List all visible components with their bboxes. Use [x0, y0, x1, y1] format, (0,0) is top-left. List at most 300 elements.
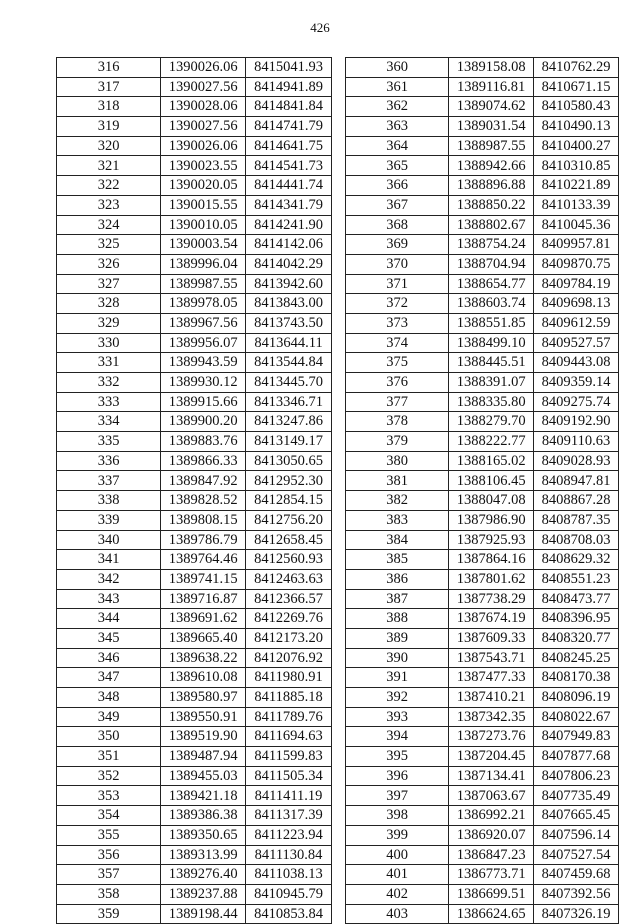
y-coordinate-cell: 8407527.54	[534, 845, 619, 865]
table-row	[346, 510, 619, 530]
x-coordinate-cell: 1388603.74	[449, 294, 534, 314]
y-coordinate-cell: 8410221.89	[534, 176, 619, 196]
x-coordinate-cell: 1389665.40	[161, 628, 246, 648]
point-number-cell: 355	[57, 825, 161, 845]
point-number-cell: 389	[346, 628, 449, 648]
point-number-cell: 348	[57, 688, 161, 708]
y-coordinate-cell: 8408022.67	[534, 707, 619, 727]
x-coordinate-cell: 1387986.90	[449, 510, 534, 530]
y-coordinate-cell: 8409957.81	[534, 235, 619, 255]
table-row	[346, 589, 619, 609]
point-number-cell: 400	[346, 845, 449, 865]
y-coordinate-cell: 8411789.76	[246, 707, 332, 727]
y-coordinate-cell: 8409359.14	[534, 373, 619, 393]
y-coordinate-cell: 8413743.50	[246, 313, 332, 333]
x-coordinate-cell: 1387543.71	[449, 648, 534, 668]
y-coordinate-cell: 8407392.56	[534, 884, 619, 904]
x-coordinate-cell: 1390003.54	[161, 235, 246, 255]
point-number-cell: 323	[57, 195, 161, 215]
point-number-cell: 316	[57, 58, 161, 78]
table-row	[57, 274, 332, 294]
coordinates-table-left	[56, 57, 332, 924]
point-number-cell: 386	[346, 569, 449, 589]
y-coordinate-cell: 8413445.70	[246, 373, 332, 393]
point-number-cell: 342	[57, 569, 161, 589]
point-number-cell: 390	[346, 648, 449, 668]
table-row	[57, 235, 332, 255]
table-row	[346, 195, 619, 215]
table-row	[346, 530, 619, 550]
y-coordinate-cell: 8409110.63	[534, 432, 619, 452]
point-number-cell: 373	[346, 313, 449, 333]
x-coordinate-cell: 1390015.55	[161, 195, 246, 215]
point-number-cell: 398	[346, 806, 449, 826]
table-row	[346, 58, 619, 78]
point-number-cell: 382	[346, 491, 449, 511]
table-row	[346, 117, 619, 137]
table-row	[57, 313, 332, 333]
table-row	[57, 77, 332, 97]
y-coordinate-cell: 8408629.32	[534, 550, 619, 570]
x-coordinate-cell: 1389978.05	[161, 294, 246, 314]
x-coordinate-cell: 1389313.99	[161, 845, 246, 865]
y-coordinate-cell: 8407665.45	[534, 806, 619, 826]
y-coordinate-cell: 8413644.11	[246, 333, 332, 353]
point-number-cell: 322	[57, 176, 161, 196]
y-coordinate-cell: 8407459.68	[534, 865, 619, 885]
table-row	[346, 471, 619, 491]
x-coordinate-cell: 1389487.94	[161, 747, 246, 767]
point-number-cell: 344	[57, 609, 161, 629]
x-coordinate-cell: 1388335.80	[449, 392, 534, 412]
table-row	[57, 884, 332, 904]
point-number-cell: 384	[346, 530, 449, 550]
table-row	[57, 825, 332, 845]
x-coordinate-cell: 1390020.05	[161, 176, 246, 196]
table-row	[57, 707, 332, 727]
x-coordinate-cell: 1388850.22	[449, 195, 534, 215]
table-row	[57, 668, 332, 688]
point-number-cell: 351	[57, 747, 161, 767]
y-coordinate-cell: 8412366.57	[246, 589, 332, 609]
table-row	[346, 274, 619, 294]
x-coordinate-cell: 1387273.76	[449, 727, 534, 747]
point-number-cell: 375	[346, 353, 449, 373]
x-coordinate-cell: 1389956.07	[161, 333, 246, 353]
y-coordinate-cell: 8412854.15	[246, 491, 332, 511]
point-number-cell: 374	[346, 333, 449, 353]
point-number-cell: 317	[57, 77, 161, 97]
x-coordinate-cell: 1388165.02	[449, 451, 534, 471]
point-number-cell: 324	[57, 215, 161, 235]
y-coordinate-cell: 8408708.03	[534, 530, 619, 550]
x-coordinate-cell: 1389158.08	[449, 58, 534, 78]
y-coordinate-cell: 8408787.35	[534, 510, 619, 530]
y-coordinate-cell: 8410490.13	[534, 117, 619, 137]
y-coordinate-cell: 8412173.20	[246, 628, 332, 648]
table-row	[57, 510, 332, 530]
table-row	[57, 904, 332, 924]
point-number-cell: 391	[346, 668, 449, 688]
table-row	[346, 254, 619, 274]
table-row	[57, 412, 332, 432]
y-coordinate-cell: 8411599.83	[246, 747, 332, 767]
table-row	[346, 215, 619, 235]
table-row	[346, 865, 619, 885]
y-coordinate-cell: 8412463.63	[246, 569, 332, 589]
y-coordinate-cell: 8410853.84	[246, 904, 332, 924]
point-number-cell: 337	[57, 471, 161, 491]
point-number-cell: 399	[346, 825, 449, 845]
table-row	[346, 235, 619, 255]
x-coordinate-cell: 1387674.19	[449, 609, 534, 629]
y-coordinate-cell: 8409612.59	[534, 313, 619, 333]
point-number-cell: 387	[346, 589, 449, 609]
y-coordinate-cell: 8408170.38	[534, 668, 619, 688]
point-number-cell: 362	[346, 97, 449, 117]
table-row	[57, 294, 332, 314]
table-row	[346, 491, 619, 511]
point-number-cell: 360	[346, 58, 449, 78]
x-coordinate-cell: 1389237.88	[161, 884, 246, 904]
y-coordinate-cell: 8409527.57	[534, 333, 619, 353]
point-number-cell: 325	[57, 235, 161, 255]
y-coordinate-cell: 8412756.20	[246, 510, 332, 530]
y-coordinate-cell: 8407877.68	[534, 747, 619, 767]
y-coordinate-cell: 8412076.92	[246, 648, 332, 668]
table-row	[57, 156, 332, 176]
y-coordinate-cell: 8409784.19	[534, 274, 619, 294]
table-row	[57, 727, 332, 747]
y-coordinate-cell: 8408096.19	[534, 688, 619, 708]
point-number-cell: 403	[346, 904, 449, 924]
x-coordinate-cell: 1387477.33	[449, 668, 534, 688]
y-coordinate-cell: 8413843.00	[246, 294, 332, 314]
y-coordinate-cell: 8411317.39	[246, 806, 332, 826]
point-number-cell: 336	[57, 451, 161, 471]
x-coordinate-cell: 1389550.91	[161, 707, 246, 727]
y-coordinate-cell: 8410762.29	[534, 58, 619, 78]
x-coordinate-cell: 1388802.67	[449, 215, 534, 235]
x-coordinate-cell: 1390028.06	[161, 97, 246, 117]
y-coordinate-cell: 8414541.73	[246, 156, 332, 176]
point-number-cell: 334	[57, 412, 161, 432]
x-coordinate-cell: 1389786.79	[161, 530, 246, 550]
x-coordinate-cell: 1386624.65	[449, 904, 534, 924]
x-coordinate-cell: 1387864.16	[449, 550, 534, 570]
y-coordinate-cell: 8409698.13	[534, 294, 619, 314]
x-coordinate-cell: 1388754.24	[449, 235, 534, 255]
x-coordinate-cell: 1388499.10	[449, 333, 534, 353]
table-row	[57, 373, 332, 393]
point-number-cell: 377	[346, 392, 449, 412]
x-coordinate-cell: 1389350.65	[161, 825, 246, 845]
y-coordinate-cell: 8408320.77	[534, 628, 619, 648]
x-coordinate-cell: 1388987.55	[449, 136, 534, 156]
table-row	[346, 806, 619, 826]
table-row	[346, 845, 619, 865]
table-row	[57, 254, 332, 274]
y-coordinate-cell: 8410310.85	[534, 156, 619, 176]
point-number-cell: 354	[57, 806, 161, 826]
x-coordinate-cell: 1389900.20	[161, 412, 246, 432]
y-coordinate-cell: 8408396.95	[534, 609, 619, 629]
table-row	[57, 471, 332, 491]
x-coordinate-cell: 1388445.51	[449, 353, 534, 373]
x-coordinate-cell: 1389519.90	[161, 727, 246, 747]
table-row	[57, 688, 332, 708]
y-coordinate-cell: 8410671.15	[534, 77, 619, 97]
x-coordinate-cell: 1389610.08	[161, 668, 246, 688]
point-number-cell: 364	[346, 136, 449, 156]
table-row	[57, 609, 332, 629]
y-coordinate-cell: 8409275.74	[534, 392, 619, 412]
x-coordinate-cell: 1387801.62	[449, 569, 534, 589]
table-row	[57, 215, 332, 235]
table-row	[346, 313, 619, 333]
point-number-cell: 370	[346, 254, 449, 274]
table-row	[346, 707, 619, 727]
x-coordinate-cell: 1390027.56	[161, 77, 246, 97]
table-row	[346, 904, 619, 924]
point-number-cell: 396	[346, 766, 449, 786]
x-coordinate-cell: 1388704.94	[449, 254, 534, 274]
x-coordinate-cell: 1389828.52	[161, 491, 246, 511]
point-number-cell: 321	[57, 156, 161, 176]
table-row	[57, 97, 332, 117]
table-row	[57, 451, 332, 471]
point-number-cell: 341	[57, 550, 161, 570]
y-coordinate-cell: 8409870.75	[534, 254, 619, 274]
x-coordinate-cell: 1389996.04	[161, 254, 246, 274]
table-row	[346, 412, 619, 432]
x-coordinate-cell: 1389943.59	[161, 353, 246, 373]
point-number-cell: 372	[346, 294, 449, 314]
table-row	[57, 865, 332, 885]
table-row	[346, 77, 619, 97]
x-coordinate-cell: 1389930.12	[161, 373, 246, 393]
x-coordinate-cell: 1388106.45	[449, 471, 534, 491]
x-coordinate-cell: 1390026.06	[161, 58, 246, 78]
point-number-cell: 350	[57, 727, 161, 747]
table-row	[57, 58, 332, 78]
y-coordinate-cell: 8413247.86	[246, 412, 332, 432]
x-coordinate-cell: 1390010.05	[161, 215, 246, 235]
y-coordinate-cell: 8413149.17	[246, 432, 332, 452]
x-coordinate-cell: 1390027.56	[161, 117, 246, 137]
point-number-cell: 381	[346, 471, 449, 491]
y-coordinate-cell: 8410133.39	[534, 195, 619, 215]
table-row	[346, 176, 619, 196]
table-row	[346, 451, 619, 471]
x-coordinate-cell: 1386992.21	[449, 806, 534, 826]
point-number-cell: 353	[57, 786, 161, 806]
table-row	[346, 688, 619, 708]
table-row	[57, 628, 332, 648]
x-coordinate-cell: 1389276.40	[161, 865, 246, 885]
table-row	[346, 747, 619, 767]
table-row	[346, 668, 619, 688]
point-number-cell: 332	[57, 373, 161, 393]
point-number-cell: 329	[57, 313, 161, 333]
x-coordinate-cell: 1387410.21	[449, 688, 534, 708]
x-coordinate-cell: 1389116.81	[449, 77, 534, 97]
table-row	[57, 766, 332, 786]
table-row	[57, 550, 332, 570]
table-row	[346, 156, 619, 176]
point-number-cell: 320	[57, 136, 161, 156]
x-coordinate-cell: 1389638.22	[161, 648, 246, 668]
y-coordinate-cell: 8408947.81	[534, 471, 619, 491]
y-coordinate-cell: 8410045.36	[534, 215, 619, 235]
x-coordinate-cell: 1389883.76	[161, 432, 246, 452]
x-coordinate-cell: 1388391.07	[449, 373, 534, 393]
point-number-cell: 378	[346, 412, 449, 432]
x-coordinate-cell: 1388222.77	[449, 432, 534, 452]
table-row	[57, 786, 332, 806]
table-row	[346, 884, 619, 904]
point-number-cell: 352	[57, 766, 161, 786]
table-row	[346, 97, 619, 117]
table-row	[57, 589, 332, 609]
y-coordinate-cell: 8415041.93	[246, 58, 332, 78]
table-row	[57, 530, 332, 550]
y-coordinate-cell: 8412560.93	[246, 550, 332, 570]
point-number-cell: 367	[346, 195, 449, 215]
table-row	[346, 353, 619, 373]
point-number-cell: 388	[346, 609, 449, 629]
x-coordinate-cell: 1389031.54	[449, 117, 534, 137]
table-row	[57, 195, 332, 215]
y-coordinate-cell: 8414441.74	[246, 176, 332, 196]
table-row	[346, 727, 619, 747]
table-row	[57, 806, 332, 826]
point-number-cell: 385	[346, 550, 449, 570]
y-coordinate-cell: 8410580.43	[534, 97, 619, 117]
table-row	[57, 569, 332, 589]
x-coordinate-cell: 1389386.38	[161, 806, 246, 826]
x-coordinate-cell: 1389691.62	[161, 609, 246, 629]
point-number-cell: 327	[57, 274, 161, 294]
y-coordinate-cell: 8413942.60	[246, 274, 332, 294]
point-number-cell: 346	[57, 648, 161, 668]
point-number-cell: 340	[57, 530, 161, 550]
point-number-cell: 401	[346, 865, 449, 885]
point-number-cell: 394	[346, 727, 449, 747]
table-row	[346, 136, 619, 156]
x-coordinate-cell: 1389580.97	[161, 688, 246, 708]
y-coordinate-cell: 8414142.06	[246, 235, 332, 255]
x-coordinate-cell: 1389421.18	[161, 786, 246, 806]
table-row	[57, 117, 332, 137]
table-row	[346, 609, 619, 629]
point-number-cell: 356	[57, 845, 161, 865]
x-coordinate-cell: 1386699.51	[449, 884, 534, 904]
point-number-cell: 363	[346, 117, 449, 137]
point-number-cell: 361	[346, 77, 449, 97]
x-coordinate-cell: 1389741.15	[161, 569, 246, 589]
point-number-cell: 383	[346, 510, 449, 530]
x-coordinate-cell: 1387609.33	[449, 628, 534, 648]
point-number-cell: 357	[57, 865, 161, 885]
y-coordinate-cell: 8411694.63	[246, 727, 332, 747]
y-coordinate-cell: 8414042.29	[246, 254, 332, 274]
x-coordinate-cell: 1388047.08	[449, 491, 534, 511]
table-row	[57, 491, 332, 511]
point-number-cell: 379	[346, 432, 449, 452]
point-number-cell: 395	[346, 747, 449, 767]
table-row	[57, 353, 332, 373]
x-coordinate-cell: 1389915.66	[161, 392, 246, 412]
point-number-cell: 331	[57, 353, 161, 373]
point-number-cell: 319	[57, 117, 161, 137]
x-coordinate-cell: 1387925.93	[449, 530, 534, 550]
table-row	[346, 569, 619, 589]
y-coordinate-cell: 8410945.79	[246, 884, 332, 904]
point-number-cell: 335	[57, 432, 161, 452]
table-row	[346, 294, 619, 314]
x-coordinate-cell: 1389455.03	[161, 766, 246, 786]
point-number-cell: 392	[346, 688, 449, 708]
point-number-cell: 345	[57, 628, 161, 648]
table-row	[346, 628, 619, 648]
x-coordinate-cell: 1386773.71	[449, 865, 534, 885]
x-coordinate-cell: 1387738.29	[449, 589, 534, 609]
y-coordinate-cell: 8411980.91	[246, 668, 332, 688]
y-coordinate-cell: 8407596.14	[534, 825, 619, 845]
x-coordinate-cell: 1388942.66	[449, 156, 534, 176]
table-row	[57, 333, 332, 353]
point-number-cell: 366	[346, 176, 449, 196]
table-row	[57, 136, 332, 156]
point-number-cell: 330	[57, 333, 161, 353]
y-coordinate-cell: 8411223.94	[246, 825, 332, 845]
x-coordinate-cell: 1387204.45	[449, 747, 534, 767]
y-coordinate-cell: 8412952.30	[246, 471, 332, 491]
y-coordinate-cell: 8414641.75	[246, 136, 332, 156]
point-number-cell: 376	[346, 373, 449, 393]
y-coordinate-cell: 8408867.28	[534, 491, 619, 511]
table-row	[57, 432, 332, 452]
point-number-cell: 369	[346, 235, 449, 255]
point-number-cell: 359	[57, 904, 161, 924]
y-coordinate-cell: 8409192.90	[534, 412, 619, 432]
x-coordinate-cell: 1387063.67	[449, 786, 534, 806]
y-coordinate-cell: 8409028.93	[534, 451, 619, 471]
y-coordinate-cell: 8412658.45	[246, 530, 332, 550]
point-number-cell: 339	[57, 510, 161, 530]
x-coordinate-cell: 1389967.56	[161, 313, 246, 333]
point-number-cell: 333	[57, 392, 161, 412]
y-coordinate-cell: 8408473.77	[534, 589, 619, 609]
x-coordinate-cell: 1389764.46	[161, 550, 246, 570]
x-coordinate-cell: 1388279.70	[449, 412, 534, 432]
x-coordinate-cell: 1390023.55	[161, 156, 246, 176]
point-number-cell: 380	[346, 451, 449, 471]
table-row	[346, 786, 619, 806]
x-coordinate-cell: 1386920.07	[449, 825, 534, 845]
x-coordinate-cell: 1389847.92	[161, 471, 246, 491]
y-coordinate-cell: 8411411.19	[246, 786, 332, 806]
x-coordinate-cell: 1388551.85	[449, 313, 534, 333]
y-coordinate-cell: 8411885.18	[246, 688, 332, 708]
y-coordinate-cell: 8414941.89	[246, 77, 332, 97]
x-coordinate-cell: 1389716.87	[161, 589, 246, 609]
point-number-cell: 338	[57, 491, 161, 511]
point-number-cell: 326	[57, 254, 161, 274]
x-coordinate-cell: 1390026.06	[161, 136, 246, 156]
point-number-cell: 349	[57, 707, 161, 727]
